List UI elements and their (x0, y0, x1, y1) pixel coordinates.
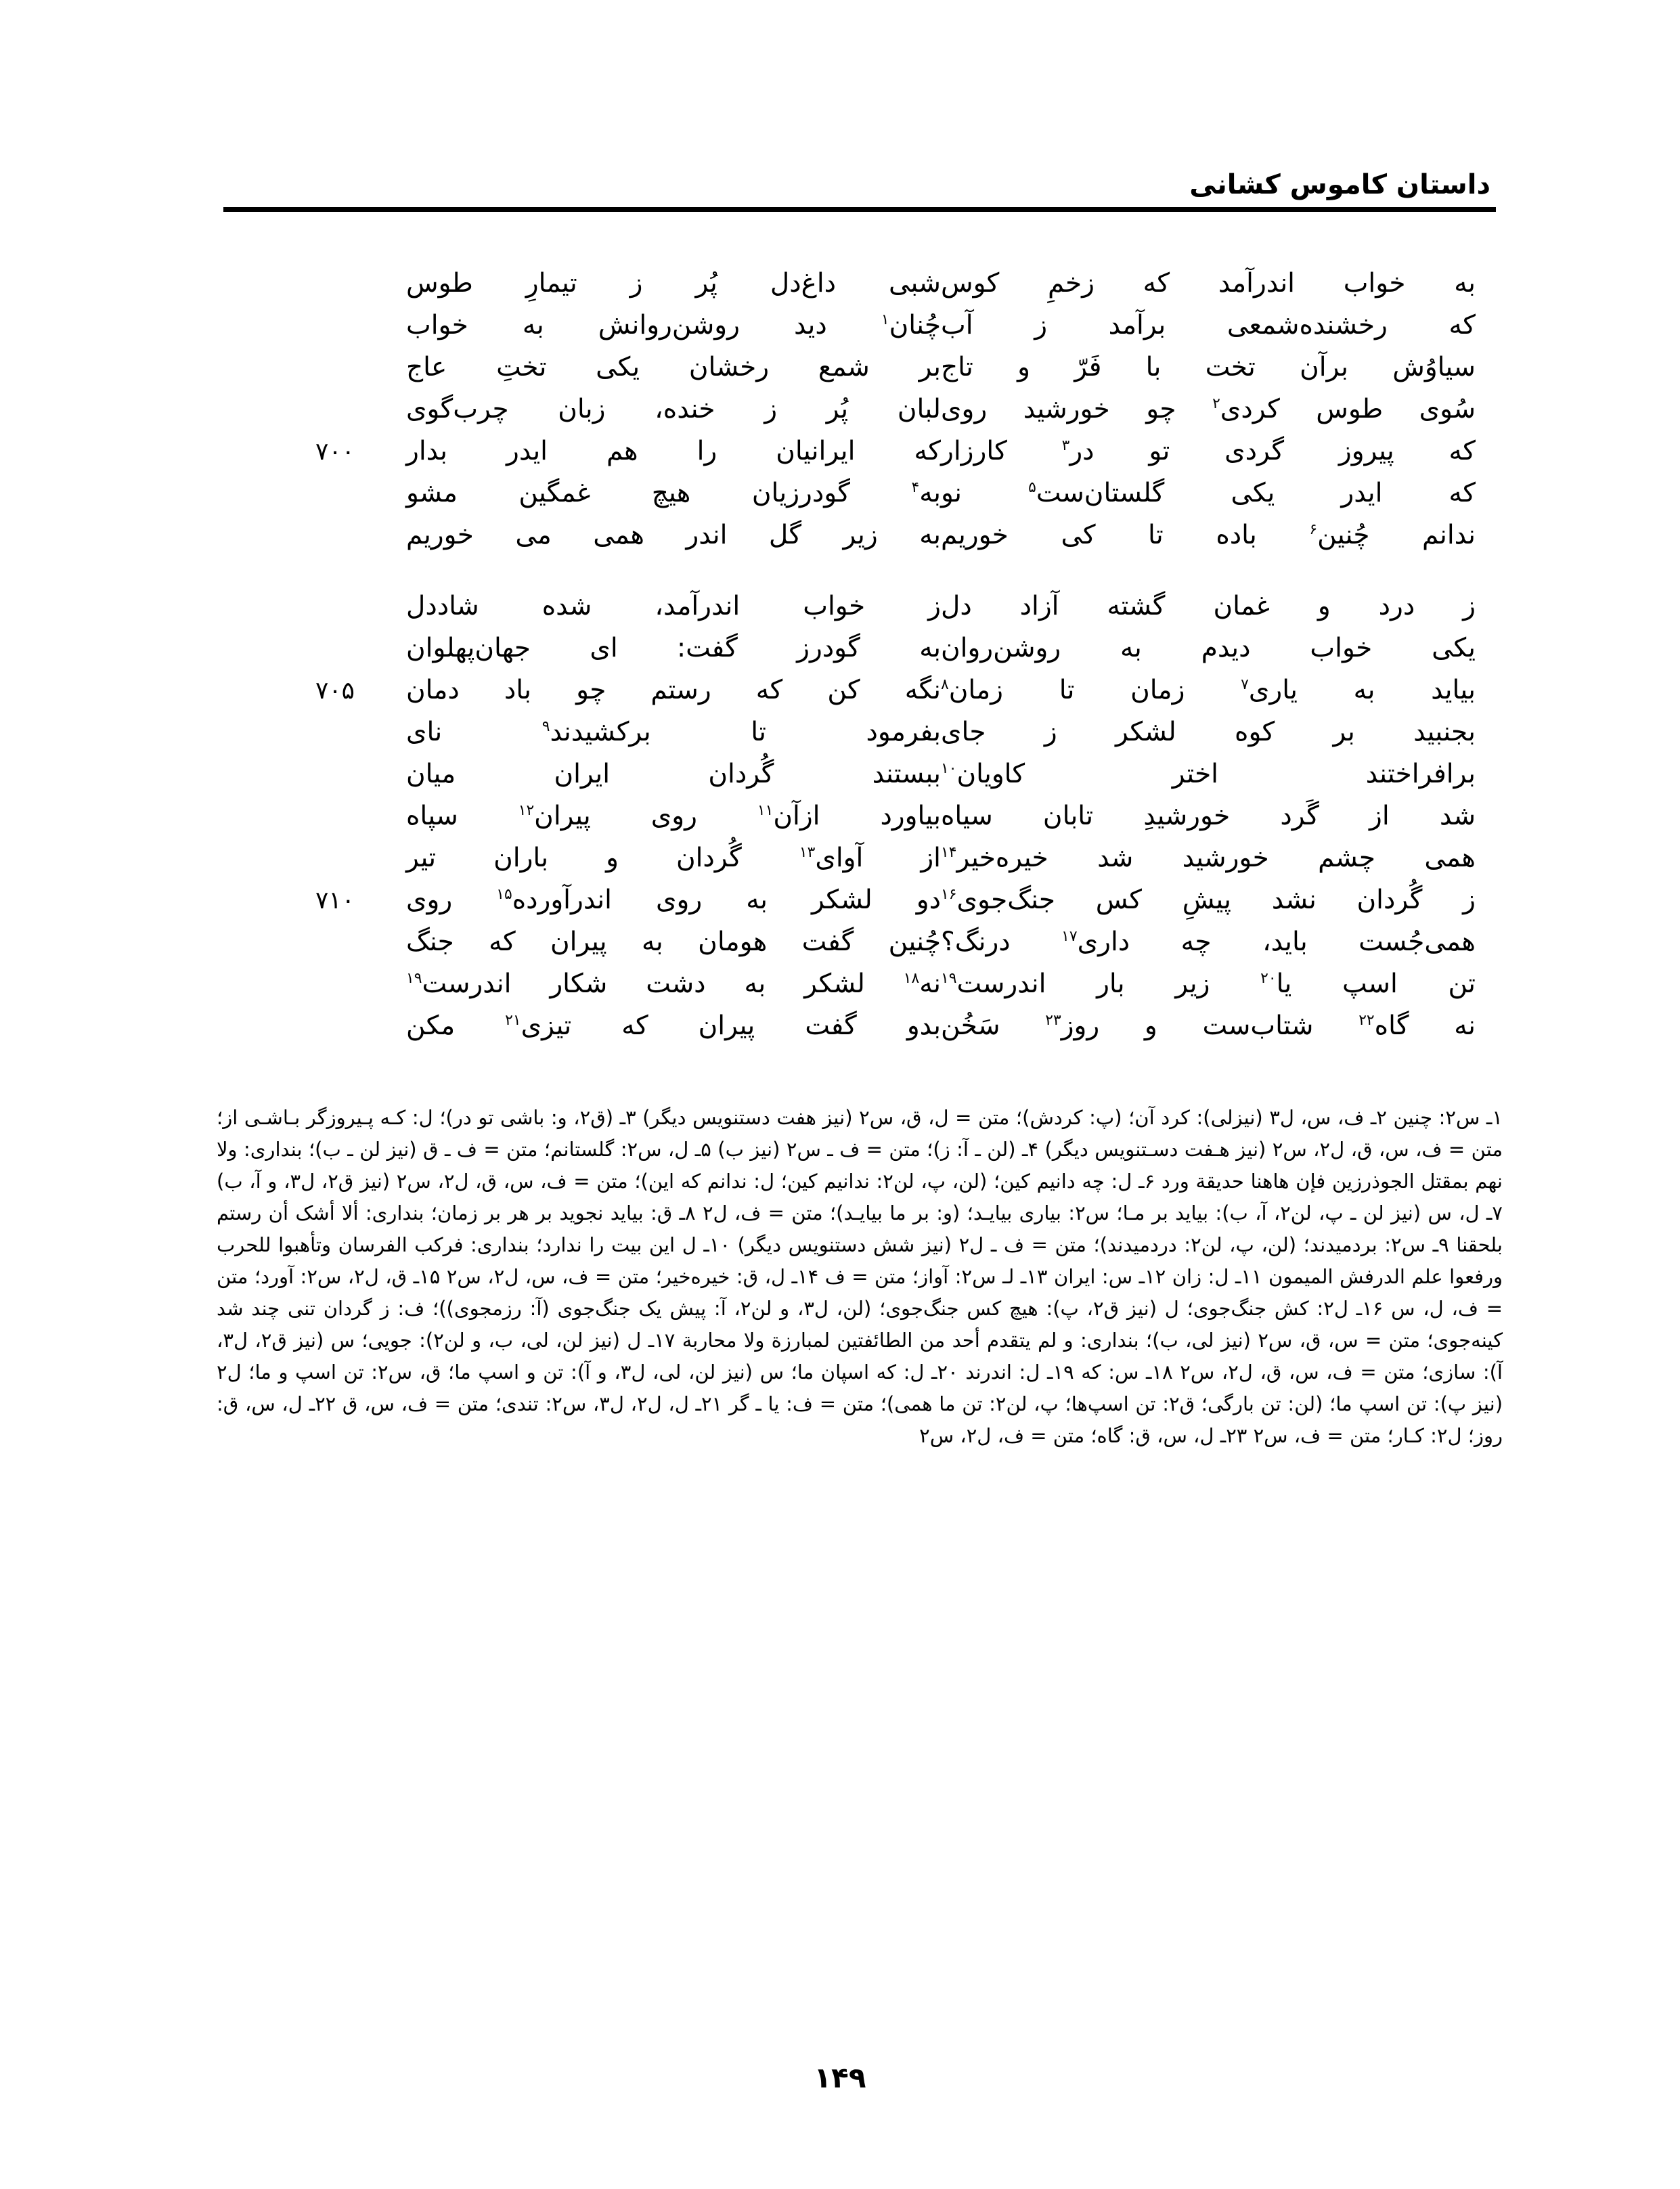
line-number: ۷۰۵ (315, 677, 355, 705)
hemistich-left: تن اسپ یا$^{۲۰}$ زیر بار اندرست$^{۱۹}$ (941, 969, 1476, 999)
hemistich-right: بیاورد ازآن$^{۱۱}$ روی پیران$^{۱۲}$ سپاه (406, 801, 941, 831)
couplet (183, 593, 1496, 619)
couplet (183, 396, 1496, 422)
couplet (183, 1013, 1496, 1039)
hemistich-right: لبان پُر ز خنده، زبان چرب‌گوی (406, 394, 941, 424)
hemistich-left: ندانم چُنین$^۶$ باده تا کی خوریم (941, 520, 1476, 550)
hemistich-right: به زیر گل اندر همی می خوریم (406, 520, 941, 550)
couplet (183, 635, 1496, 661)
hemistich-left: که پیروز گردی تو در$^۳$ کارزار (941, 436, 1476, 466)
hemistich-right: نگه کن که رستم چو باد دمان (406, 675, 941, 705)
hemistich-right: نه$^{۱۸}$ لشکر به دشت شکار اندرست$^{۱۹}$ (406, 969, 941, 999)
hemistich-left: سُوی طوس کردی$^۲$ چو خورشید روی (941, 394, 1476, 424)
couplet (183, 438, 1496, 464)
couplet (183, 354, 1496, 380)
couplet (183, 929, 1496, 955)
critical-apparatus: ۱ـ س٢: چنین ۲ـ ف، س، ل٣ (نیزلی): کرد آن؛ (پ: کردش)؛ متن = ل، ق، س٢ (نیز هفت دستنویس دیگر) ۳ـ (ق٢، و: باشی تو در)؛ ل: کـه پـیروزگر بـاشـی از؛ متن = ف، س، ق، ل٢، س٢ (نیز هـفت دسـتنویس دیگر) ۴ـ (لن ـ آ: ز)؛ متن = ف ـ س٢ (نیز ب) ۵ـ ل، س٢: گلستانم؛ متن = ف ـ ق (نیز لن ـ ب)؛ بنداری: ولا نهم بمقتل الجوذرزین فإن هاهنا حدیقة ورد ۶ـ ل: چه دانیم کین؛ (لن، پ، لن٢: ندانیم کین؛ ل: ندانم که این)؛ متن = ف، س، ق، ل٢، س٢ (نیز ق٢، ل٣، و آ، ب) ۷ـ ل، س (نیز لن ـ پ، لن٢، آ، ب): بیاید بر مـا؛ س٢: بیاری بیایـد؛ (و: بر ما بیایـد)؛ متن = ف، ل٢ ۸ـ ق: بیاید نجوید بر هر بر زمان؛ بنداری: ألا أشک أن رستم بلحقنا ۹ـ س٢: بردمیدند؛ (لن، پ، لن٢: دردمیدند)؛ متن = ف ـ ل٢ (نیز شش دستنویس دیگر) ۱۰ـ ل این بیت را ندارد؛ بنداری: فرکب الفرسان وتأهبوا للحرب ورفعوا علم الدرفش المیمون ۱۱ـ ل: زان ۱۲ـ س: ایران ۱۳ـ لـ س٢: آواز؛ متن = ف ۱۴ـ ل، ق: خیره‌خیر؛ متن = ف، س، ل٢، س٢ ۱۵ـ ق، ل٢، س٢: آورد؛ متن = ف، ل، س ۱۶ـ ل٢: کش جنگ‌جوی؛ ل (نیز ق٢، پ): هیچ کس جنگ‌جوی؛ (لن، ل٣، و لن٢، آ: پیش یک جنگ‌جوی (آ: رزمجوی))؛ ف: ز گردان تنی چند شد کینه‌جوی؛ متن = س، ق، س٢ (نیز لی، ب)؛ بنداری: و لم یتقدم أحد من الطائفتین لمبارزة ولا محاربة ۱۷ـ ل (نیز لن، لی، ب، و لن٢): جویی؛ س (نیز ق٢، ل٣، آ): سازی؛ متن = ف، س، ق، ل٢، س٢ ۱۸ـ س: که ۱۹ـ ل: اندرند ۲۰ـ ل: که اسپان ما؛ س (نیز لن، لی، ل٣، و آ): تن و اسپ ما؛ ق، س٢: تن اسپ و ما؛ ل٢ (نیز پ): تن اسپ ما؛ (لن: تن بارگی؛ ق٢: تن اسپ‌ها؛ پ، لن٢: تن ما همی)؛ متن = ف: یا ـ گر ۲۱ـ ل، ل٢، ل٣، س٢: تندی؛ متن = ف، س، ق ۲۲ـ ل، س، ق: روز؛ ل٢: کـار؛ متن = ف، س٢ ۲۳ـ ل، س، ق: گاه؛ متن = ف، ل٢، س٢ (217, 1106, 1503, 1447)
line-number: ۷۱۰ (315, 887, 355, 914)
hemistich-left: به خواب اندرآمد که زخمِ کوس (941, 268, 1476, 298)
hemistich-right: دو لشکر به روی اندرآورده$^{۱۵}$ روی (406, 885, 941, 915)
couplet (183, 719, 1496, 745)
couplet (183, 270, 1496, 296)
couplet (183, 480, 1496, 506)
couplet (183, 312, 1496, 338)
hemistich-right: چُنان$^۱$ دید روشن‌روانش به خواب (406, 310, 941, 340)
couplet (183, 887, 1496, 913)
hemistich-right: ببستند گُردان ایران میان (406, 759, 941, 789)
hemistich-right: به$^۴$ گودرزیان هیچ غمگین مشو (406, 478, 941, 508)
hemistich-left: یکی خواب دیدم به روشن‌روان (941, 633, 1476, 663)
header-rule (223, 207, 1496, 212)
hemistich-right: بفرمود تا برکشیدند$^۹$ نای (406, 717, 941, 747)
stanza (183, 270, 1496, 548)
couplet (183, 522, 1496, 548)
hemistich-left: ز گُردان نشد پیشِ کس جنگ‌جوی$^{۱۶}$ (941, 885, 1476, 915)
hemistich-right: شبی داغ‌دل پُر ز تیمارِ طوس (406, 268, 941, 298)
hemistich-right: که ایرانیان را هم ایدر بدار (406, 436, 941, 466)
hemistich-right: ز خواب اندرآمد، شده شاددل (406, 591, 941, 621)
stanza (183, 593, 1496, 1055)
line-number: ۷۰۰ (315, 438, 355, 466)
couplet (183, 761, 1496, 787)
hemistich-left: بجنبید بر کوه لشکر ز جای (941, 717, 1476, 747)
hemistich-left: همی چشم خورشید شد خیره‌خیر$^{۱۴}$ (941, 843, 1476, 873)
hemistich-left: بیاید به یاری$^۷$ زمان تا زمان$^۸$ (941, 675, 1476, 705)
hemistich-left: برافراختند اختر کاویان$^{۱۰}$ (941, 759, 1476, 789)
hemistich-right: به گودرز گفت: ای جهان‌پهلوان (406, 633, 941, 663)
couplet (183, 971, 1496, 997)
hemistich-left: ز درد و غمان گشته آزاد دل (941, 591, 1476, 621)
couplet (183, 845, 1496, 871)
hemistich-right: چُنین گفت هومان به پیران که جنگ (406, 927, 941, 957)
hemistich-right: بر شمع رخشان یکی تختِ عاج (406, 352, 941, 382)
couplet (183, 803, 1496, 829)
running-head: داستان کاموس کشانی (1189, 169, 1490, 200)
hemistich-left: همی‌جُست باید، چه داری$^{۱۷}$ درنگ؟ (941, 927, 1476, 957)
hemistich-left: نه گاه$^{۲۲}$ شتاب‌ست و روز$^{۲۳}$ سَخُن (941, 1011, 1476, 1041)
hemistich-right: از آوای$^{۱۳}$ گُردان و باران تیر (406, 843, 941, 873)
hemistich-left: که ایدر یکی گلستان‌ست$^۵$ نو (941, 478, 1476, 508)
hemistich-left: سیاوُش برآن تخت با فَرّ و تاج (941, 352, 1476, 382)
hemistich-right: بدو گفت پیران که تیزی$^{۲۱}$ مکن (406, 1011, 941, 1041)
hemistich-left: شد از گَرد خورشیدِ تابان سیاه (941, 801, 1476, 831)
page-content (183, 169, 1503, 1452)
page-number: ۱۴۹ (814, 2061, 866, 2094)
couplet (183, 677, 1496, 703)
verse-block (183, 270, 1496, 1055)
hemistich-left: که رخشنده‌شمعی برآمد ز آب (941, 310, 1476, 340)
